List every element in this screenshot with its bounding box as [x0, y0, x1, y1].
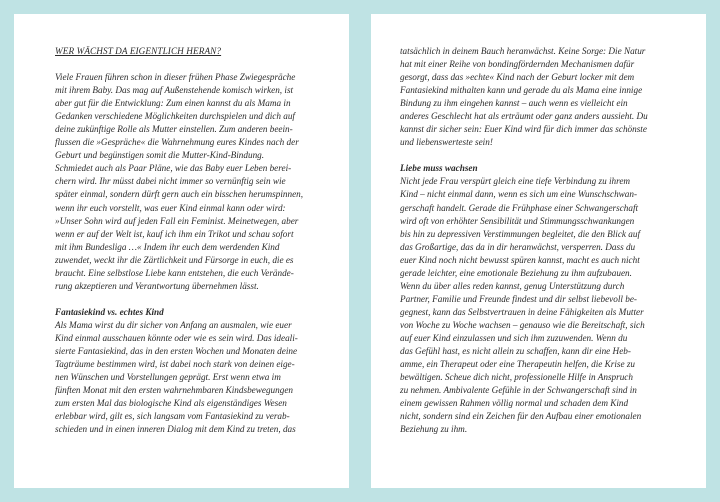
text-line: Schmiedet auch als Paar Pläne, wie das Baby euer Leben berei- [55, 163, 292, 174]
text-line: Geburt und begünstigen somit die Mutter-Kind-Bindung. [55, 150, 265, 161]
text-line: Wenn du über alles reden kannst, genug Unterstützung durch [400, 280, 625, 291]
text-line: gerade leichter, eine emotionale Beziehung zu ihm aufzubauen. [400, 267, 632, 278]
text-line: zuwendet, weckt ihr die Zärtlichkeit und Fürsorge in euch, die es [55, 254, 294, 265]
text-line: »Unser Sohn wird auf jeden Fall ein Feminist. Meinetwegen, aber [55, 215, 299, 226]
text-line: nicht, sondern sind ein Zeichen für den Aufbau einer emotionalen [400, 411, 642, 422]
left-paragraph-2 [55, 319, 338, 436]
text-line: flussen die »Gespräche« die Wahrnehmung eures Kindes nach der [55, 137, 299, 148]
text-line: Gedanken verschiedene Möglichkeiten durchspielen und dich auf [55, 111, 295, 122]
text-line: amme, ein Therapeut oder eine Therapeutin helfen, die Krise zu [400, 359, 636, 370]
text-line: deine zukünftige Rolle als Mutter einstellen. Zum anderen beein- [55, 124, 293, 135]
text-line: das Gefühl hast, es nicht allein zu schaffen, kann dir eine Heb- [400, 346, 631, 357]
text-line: später einmal, sondern dürft gern auch ein bisschen herumspinnen, [55, 189, 304, 200]
subheading: Liebe muss wachsen [400, 163, 478, 174]
text-line: euer Kind noch nicht bewusst spüren kannst, macht es auch nicht [400, 254, 640, 265]
text-line: chern wird. Ihr müsst dabei nicht immer so vernünftig sein wie [55, 176, 286, 187]
text-line: Als Mama wirst du dir sicher von Anfang an ausmalen, wie euer [55, 319, 292, 330]
text-line: Bindung zu ihm eingehen kannst – auch wenn es vielleicht ein [400, 98, 628, 109]
section-heading: WER WÄCHST DA EIGENTLICH HERAN? [55, 46, 222, 56]
text-line: anderes Geschlecht hat als erträumt oder ganz anders aussieht. Du [400, 111, 648, 122]
text-line: gesorgt, dass das »echte« Kind nach der Geburt locker mit dem [400, 72, 635, 83]
text-line: braucht. Eine selbstlose Liebe kann entstehen, die euch Verände- [55, 267, 294, 278]
text-line: bis hin zu depressiven Verstimmungen begleitet, die den Blick auf [400, 228, 641, 239]
text-line: erlebbar wird, gilt es, sich langsam vom Fantasiekind zu verab- [55, 411, 290, 422]
text-line: gegnest, kann das Selbstvertrauen in deine Fähigkeiten als Mutter [400, 306, 644, 317]
text-line: Viele Frauen führen schon in dieser frühen Phase Zwiegespräche [55, 72, 296, 83]
text-line: zum ersten Mal das biologische Kind als eigenständiges Wesen [55, 398, 287, 409]
text-line: von Woche zu Woche wachsen – genauso wie die Bereitschaft, sich [400, 319, 645, 330]
left-paragraph-1 [55, 71, 338, 293]
text-line: Fantasiekind mithalten kann und gerade du als Mama eine innige [400, 85, 643, 96]
text-line: wenn er auf der Welt ist, kauf ich ihm ein Trikot und schau sofort [55, 228, 294, 239]
text-line: mit ihrem Baby. Das mag auf Außenstehende komisch wirken, ist [55, 85, 294, 96]
text-line: kannst dir sicher sein: Euer Kind wird für dich immer das schönste [400, 124, 647, 135]
text-line: mit ihm Bundesliga …« Indem ihr euch dem werdenden Kind [55, 241, 280, 252]
right-column [400, 45, 683, 436]
text-line: Partner, Familie und Freunde findest und dir selbst liebevoll be- [400, 293, 637, 304]
text-line: wenn ihr euch vorstellt, was euer Kind einmal kann oder wird: [55, 202, 286, 213]
text-line: einem gewissen Rahmen völlig normal und schaden dem Kind [400, 398, 629, 409]
left-column [55, 45, 338, 436]
text-line: schieden und in einen inneren Dialog mit dem Kind zu treten, das [55, 424, 296, 435]
right-paragraph-2 [400, 175, 683, 436]
text-line: bewältigen. Scheue dich nicht, professionelle Hilfe in Anspruch [400, 372, 633, 383]
text-line: sierte Fantasiekind, das in den ersten Wochen und Monaten deine [55, 345, 298, 356]
text-line: wird oft von erhöhter Sensibilität und Stimmungsschwankungen [400, 215, 635, 226]
text-line: das Großartige, das da in dir heranwächst, versperren. Dass du [400, 241, 636, 252]
text-line: hat mit einer Reihe von bondingfördernden Mechanismen dafür [400, 59, 635, 70]
text-line: Kind einmal ausschauen könnte oder wie es sein wird. Das ideali- [55, 332, 298, 343]
text-line: Beziehung zu ihm. [400, 424, 468, 435]
right-paragraph-1 [400, 45, 683, 149]
text-line: nen Wünschen und Vorstellungen geprägt. Erst wenn etwa im [55, 372, 281, 383]
text-line: auf euer Kind einzulassen und sich ihm zuzuwenden. Wenn du [400, 332, 628, 343]
left-page [14, 14, 349, 488]
text-line: Tagträume bestimmen wird, ist dabei noch stark von deinen eige- [55, 359, 295, 370]
subheading: Fantasiekind vs. echtes Kind [55, 306, 164, 317]
text-line: Kind – nicht einmal dann, wenn es sich um eine Wunschschwan- [400, 189, 638, 200]
text-line: gerschaft handelt. Gerade die Frühphase einer Schwangerschaft [400, 202, 639, 213]
text-line: aber gut für die Entwicklung: Zum einen kannst du als Mama in [55, 98, 291, 109]
text-line: zu nehmen. Ambivalente Gefühle in der Schwangerschaft sind in [400, 385, 637, 396]
text-line: und liebenswerteste sein! [400, 137, 493, 148]
right-page [371, 14, 706, 488]
text-line: rung akzeptieren und Verantwortung übernehmen lässt. [55, 280, 259, 291]
text-line: fünften Monat mit den ersten wahrnehmbaren Kindsbewegungen [55, 385, 293, 396]
text-line: tatsächlich in deinem Bauch heranwächst. Keine Sorge: Die Natur [400, 46, 646, 56]
text-line: Nicht jede Frau verspürt gleich eine tiefe Verbindung zu ihrem [400, 176, 631, 187]
